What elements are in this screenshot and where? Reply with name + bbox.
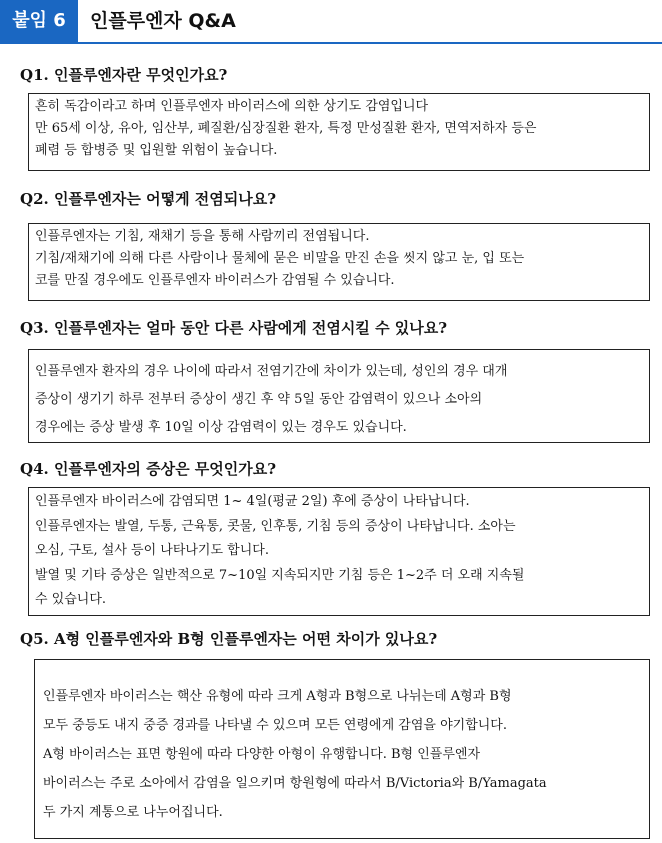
answer-line: 오심, 구토, 설사 등이 나타나기도 합니다.	[35, 543, 269, 558]
answer-box-2	[28, 223, 650, 301]
answer-line: 인플루엔자는 기침, 재채기 등을 통해 사람끼리 전염됩니다.	[35, 229, 370, 244]
answer-line: 증상이 생기기 하루 전부터 증상이 생긴 후 약 5일 동안 감염력이 있으나 소아의	[35, 392, 483, 407]
answer-line: 인플루엔자 바이러스는 핵산 유형에 따라 크게 A형과 B형으로 나뉘는데 A형과 B형	[43, 689, 512, 704]
answer-box-3	[28, 349, 650, 443]
answer-line: 인플루엔자 환자의 경우 나이에 따라서 전염기간에 차이가 있는데, 성인의 경우 대개	[35, 364, 508, 379]
question-4: Q4. 인플루엔자의 증상은 무엇인가요?	[20, 460, 277, 478]
answer-line: 수 있습니다.	[35, 592, 107, 607]
answer-line: 경우에는 증상 발생 후 10일 이상 감염력이 있는 경우도 있습니다.	[35, 420, 407, 435]
answer-line: 흔히 독감이라고 하며 인플루엔자 바이러스에 의한 상기도 감염입니다	[35, 99, 429, 114]
answer-line: 바이러스는 주로 소아에서 감염을 일으키며 항원형에 따라서 B/Victoria와 B/Yamagata	[43, 776, 547, 791]
answer-box-1	[28, 93, 650, 171]
answer-line: 모두 중등도 내지 중증 경과를 나타낼 수 있으며 모든 연령에게 감염을 야기합니다.	[43, 718, 508, 733]
answer-box-4	[28, 487, 650, 616]
answer-line: 인플루엔자 바이러스에 감염되면 1~ 4일(평균 2일) 후에 증상이 나타납니다.	[35, 494, 470, 509]
answer-line: 두 가지 계통으로 나누어집니다.	[43, 805, 223, 820]
page-header	[0, 0, 662, 44]
answer-box-5	[34, 659, 650, 839]
question-5: Q5. A형 인플루엔자와 B형 인플루엔자는 어떤 차이가 있나요?	[20, 630, 438, 648]
answer-line: A형 바이러스는 표면 항원에 따라 다양한 아형이 유행합니다. B형 인플루엔자	[43, 747, 481, 762]
answer-line: 만 65세 이상, 유아, 임산부, 폐질환/심장질환 환자, 특정 만성질환 환자, 면역저하자 등은	[35, 121, 537, 136]
question-3: Q3. 인플루엔자는 얼마 동안 다른 사람에게 전염시킬 수 있나요?	[20, 319, 448, 337]
answer-line: 발열 및 기타 증상은 일반적으로 7~10일 지속되지만 기침 등은 1~2주 더 오래 지속될	[35, 567, 525, 583]
answer-line: 인플루엔자는 발열, 두통, 근육통, 콧물, 인후통, 기침 등의 증상이 나타납니다. 소아는	[35, 518, 516, 534]
answer-line: 코를 만질 경우에도 인플루엔자 바이러스가 감염될 수 있습니다.	[35, 273, 395, 288]
answer-line: 기침/재채기에 의해 다른 사람이나 물체에 묻은 비말을 만진 손을 씻지 않고 눈, 입 또는	[35, 251, 525, 266]
page-title: 인플루엔자 Q&A	[90, 10, 236, 32]
question-1: Q1. 인플루엔자란 무엇인가요?	[20, 66, 228, 84]
attachment-badge: 붙임 6	[0, 0, 78, 42]
question-2: Q2. 인플루엔자는 어떻게 전염되나요?	[20, 190, 277, 208]
answer-line: 폐렴 등 합병증 및 입원할 위험이 높습니다.	[35, 143, 278, 158]
